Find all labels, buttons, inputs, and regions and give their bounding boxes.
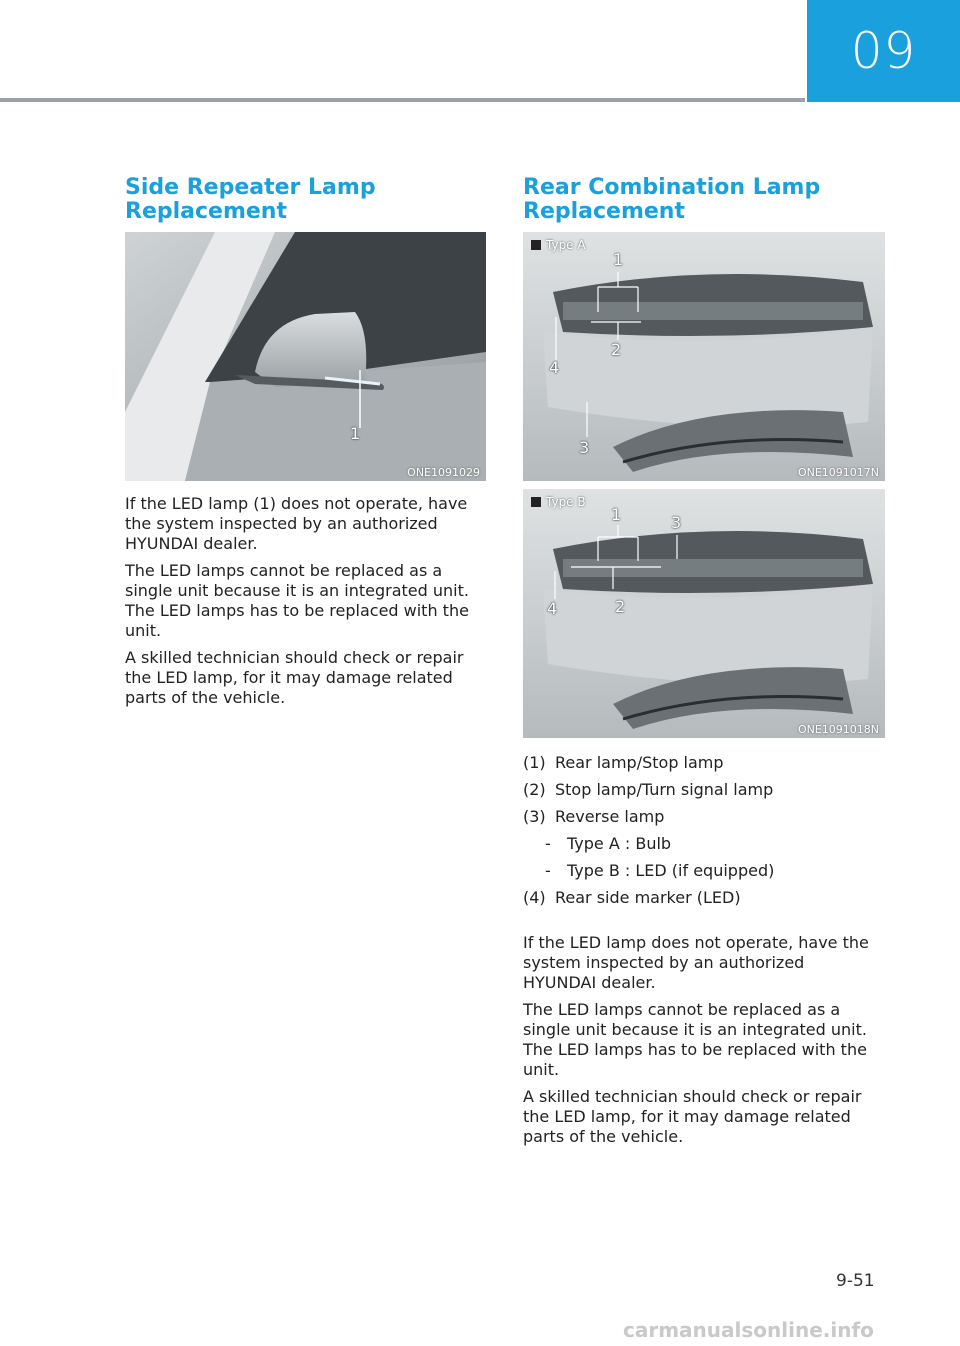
legend-subitem: - Type A : Bulb: [545, 834, 672, 853]
callout-1: 1: [350, 424, 361, 443]
header-rule: [0, 98, 805, 102]
callout-3: 3: [579, 438, 590, 457]
lamp-legend: [523, 749, 893, 911]
legend-subitem: - Type B : LED (if equipped): [545, 861, 775, 880]
callout-1: 1: [611, 505, 622, 524]
callout-2: 2: [611, 340, 622, 359]
callout-3: 3: [671, 513, 682, 532]
chapter-tab: [807, 0, 960, 102]
paragraph: A skilled technician should check or repair the LED lamp, for it may damage related parts of the vehicle.: [523, 1087, 862, 1146]
callout-2: 2: [615, 597, 626, 616]
side-repeater-text: [125, 494, 475, 715]
rear-combination-text: [523, 933, 873, 1154]
legend-item: (1) Rear lamp/Stop lamp: [523, 753, 724, 772]
paragraph: If the LED lamp does not operate, have the system inspected by an authorized HYUNDAI dealer.: [523, 933, 869, 992]
section-heading-side-repeater: Side Repeater Lamp Replacement: [125, 175, 376, 224]
figure-rear-lamp-type-b: [523, 489, 885, 738]
figure-code: ONE1091017N: [797, 466, 879, 479]
callout-1: 1: [613, 250, 624, 269]
figure-code: ONE1091029: [407, 466, 480, 479]
legend-item: (2) Stop lamp/Turn signal lamp: [523, 780, 774, 799]
section-heading-rear-combination: Rear Combination Lamp Replacement: [523, 175, 821, 224]
type-b-label: Type B: [531, 495, 586, 509]
type-a-label: Type A: [531, 238, 586, 252]
paragraph: A skilled technician should check or repair the LED lamp, for it may damage related parts of the vehicle.: [125, 648, 464, 707]
chapter-number: 09: [850, 22, 917, 80]
paragraph: If the LED lamp (1) does not operate, have the system inspected by an authorized HYUNDAI dealer.: [125, 494, 468, 553]
legend-item: (4) Rear side marker (LED): [523, 888, 741, 907]
watermark: carmanualsonline.info: [623, 1318, 874, 1342]
paragraph: The LED lamps cannot be replaced as a single unit because it is an integrated unit. The LED lamps has to be replaced with the unit.: [125, 561, 469, 640]
callout-4: 4: [549, 358, 560, 377]
page-number: 9-51: [836, 1271, 875, 1291]
callout-4: 4: [547, 599, 558, 618]
figure-side-mirror: [125, 232, 486, 481]
legend-item: (3) Reverse lamp: [523, 807, 665, 826]
figure-rear-lamp-type-a: [523, 232, 885, 481]
figure-code: ONE1091018N: [797, 723, 879, 736]
paragraph: The LED lamps cannot be replaced as a single unit because it is an integrated unit. The LED lamps has to be replaced with the unit.: [523, 1000, 867, 1079]
